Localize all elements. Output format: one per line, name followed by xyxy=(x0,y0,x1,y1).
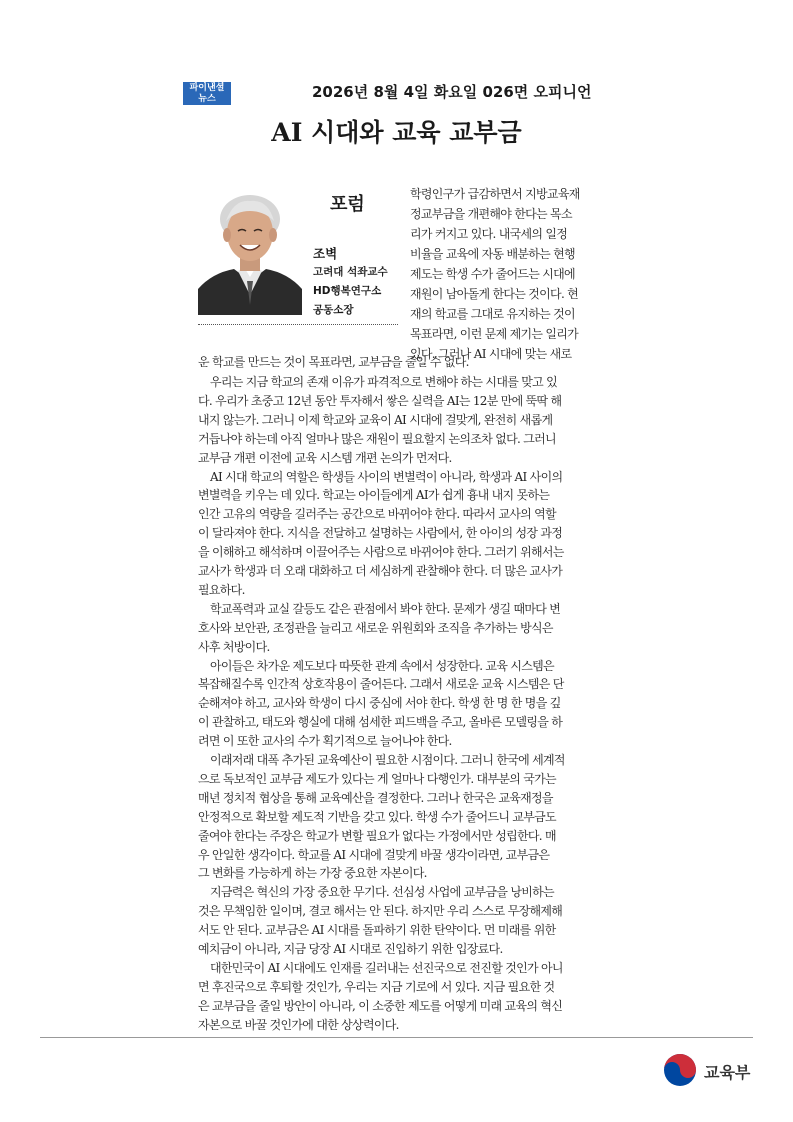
body-line: 이래저래 대폭 추가된 교육예산이 필요한 시점이다. 그러니 한국에 세계적 xyxy=(210,753,565,767)
newspaper-logo xyxy=(183,82,231,105)
body-line: 교부금 개편 이전에 교육 시스템 개편 논의가 먼저다. xyxy=(198,450,452,465)
body-line: 아이들은 차가운 제도보다 따뜻한 관계 속에서 성장한다. 교육 시스템은 xyxy=(210,658,554,673)
logo-line-2: 뉴스 xyxy=(198,94,216,104)
body-line: 우 안일한 생각이다. 학교를 AI 시대에 걸맞게 바꿀 생각이라면, 교부금은 xyxy=(198,847,550,862)
body-line: 호사와 보안관, 조정관을 늘리고 새로운 위원회와 조직을 추가하는 방식은 xyxy=(198,620,553,635)
body-line: 인간 고유의 역량을 길러주는 공간으로 바뀌어야 한다. 따라서 교사의 역할 xyxy=(198,507,556,522)
body-line: 우리는 지금 학교의 존재 이유가 파격적으로 변해야 하는 시대를 맞고 있 xyxy=(210,375,558,389)
dateline: 2026년 8월 4일 화요일 026면 오피니언 xyxy=(312,83,592,101)
body-line: 복잡해질수록 인간적 상호작용이 줄어든다. 그래서 새로운 교육 시스템은 단 xyxy=(198,677,564,692)
body-line: 다. 우리가 초중고 12년 동안 투자해서 쌓은 실력을 AI는 12분 만에 뚝딱 해 xyxy=(198,393,562,408)
body-line: 매년 정치적 협상을 통해 교육예산을 결정한다. 그러나 한국은 교육재정을 xyxy=(198,790,553,805)
body-line: AI 시대 학교의 역할은 학생들 사이의 변별력이 아니라, 학생과 AI 사이의 xyxy=(210,469,563,484)
body-line: 려면 이 또한 교사의 수가 획기적으로 늘어나야 한다. xyxy=(198,734,452,749)
article-title: AI 시대와 교육 교부금 xyxy=(271,118,522,147)
body-line: 교사가 학생과 더 오래 대화하고 더 세심하게 관찰해야 한다. 더 많은 교사가 xyxy=(198,564,563,578)
body-line: 목표라면, 이런 문제 제기는 일리가 xyxy=(410,327,579,341)
body-line: 내지 않는가. 그러니 이제 학교와 교육이 AI 시대에 걸맞게, 완전히 새롭게 xyxy=(198,412,553,427)
body-line: 지금력은 혁신의 가장 중요한 무기다. 선심성 사업에 교부금을 낭비하는 xyxy=(210,885,554,900)
body-line: 안정적으로 확보할 제도적 기반을 갖고 있다. 학생 수가 줄어드니 교부금도 xyxy=(198,809,556,824)
author-photo xyxy=(198,185,302,315)
body-line: 면 후진국으로 후퇴할 것인가, 우리는 지금 기로에 서 있다. 지금 필요한 것 xyxy=(198,979,555,994)
body-line: 이 관찰하고, 태도와 행실에 대해 섬세한 피드백을 주고, 올바른 모델링을 하 xyxy=(198,715,563,730)
author-affiliation xyxy=(313,263,388,320)
body-line: 서도 안 된다. 교부금은 AI 시대를 돌파하기 위한 탄약이다. 먼 미래를 위한 xyxy=(198,923,556,938)
body-line: 그 변화를 가능하게 하는 가장 중요한 자본이다. xyxy=(198,866,427,881)
body-line: 을 이해하고 해석하며 이끌어주는 사람으로 바뀌어야 한다. 그러기 위해서는 xyxy=(198,545,564,560)
body-line: 은 교부금을 줄일 방안이 아니라, 이 소중한 제도를 어떻게 미래 교육의 혁신 xyxy=(198,998,563,1013)
body-line: 거듭나야 하는데 아직 얼마나 많은 재원이 필요할지 논의조차 없다. 그러니 xyxy=(198,431,556,446)
body-line: 있다. 그러나 AI 시대에 맞는 새로 xyxy=(410,347,572,361)
author-name: 조벽 xyxy=(313,246,338,261)
ministry-name: 교육부 xyxy=(704,1063,751,1082)
taegeuk-emblem-icon xyxy=(662,1052,698,1088)
footer-divider xyxy=(40,1037,753,1038)
body-line: 으로 독보적인 교부금 제도가 있다는 게 얼마나 다행인가. 대부분의 국가는 xyxy=(198,771,556,786)
body-line: 것은 무책임한 일이며, 결코 해서는 안 된다. 하지만 우리 스스로 무장해제해 xyxy=(198,904,563,919)
body-line: 예치금이 아니라, 지금 당장 AI 시대로 진입하기 위한 입장료다. xyxy=(198,942,503,956)
byline-divider xyxy=(198,324,398,325)
body-line: 비율을 교육에 자동 배분하는 현행 xyxy=(410,247,575,261)
logo-line-1: 파이낸셜 xyxy=(189,83,225,93)
author-portrait-image xyxy=(198,185,302,315)
column-label: 포럼 xyxy=(330,194,365,215)
ministry-logo xyxy=(662,1052,762,1088)
body-line: 정교부금을 개편해야 한다는 목소 xyxy=(410,207,572,221)
author-affiliation-line: 고려대 석좌교수 xyxy=(313,266,388,278)
body-line: 리가 커지고 있다. 내국세의 일정 xyxy=(410,227,568,241)
author-affiliation-line: HD행복연구소 xyxy=(313,285,382,297)
body-line: 대한민국이 AI 시대에도 인재를 길러내는 선진국으로 전진할 것인가 아니 xyxy=(210,960,563,975)
body-line: 자본으로 바꿀 것인가에 대한 상상력이다. xyxy=(198,1017,399,1032)
body-line: 순해져야 하고, 교사와 학생이 다시 중심에 서야 한다. 학생 한 명 한 명을 깊 xyxy=(198,696,561,711)
body-line: 줄여야 한다는 주장은 학교가 변할 필요가 없다는 가정에서만 성립한다. 매 xyxy=(198,828,556,843)
body-line: 제도는 학생 수가 줄어드는 시대에 xyxy=(410,267,575,281)
body-line: 재원이 남아돌게 한다는 것이다. 현 xyxy=(410,287,579,301)
body-line: 사후 처방이다. xyxy=(198,639,270,654)
body-line: 이 달라져야 한다. 지식을 전달하고 설명하는 사람에서, 한 아이의 성장 과정 xyxy=(198,526,563,541)
body-line: 운 학교를 만드는 것이 목표라면, 교부금을 줄일 수 없다. xyxy=(198,355,469,369)
author-affiliation-line: 공동소장 xyxy=(313,304,354,316)
body-line: 변별력을 키우는 데 있다. 학교는 아이들에게 AI가 쉽게 흉내 내지 못하는 xyxy=(198,488,550,503)
body-line: 재의 학교를 그대로 유지하는 것이 xyxy=(410,307,575,321)
body-line: 학령인구가 급감하면서 지방교육재 xyxy=(410,187,580,201)
body-line: 학교폭력과 교실 갈등도 같은 관점에서 봐야 한다. 문제가 생길 때마다 변 xyxy=(210,601,561,616)
body-line: 필요하다. xyxy=(198,582,245,597)
